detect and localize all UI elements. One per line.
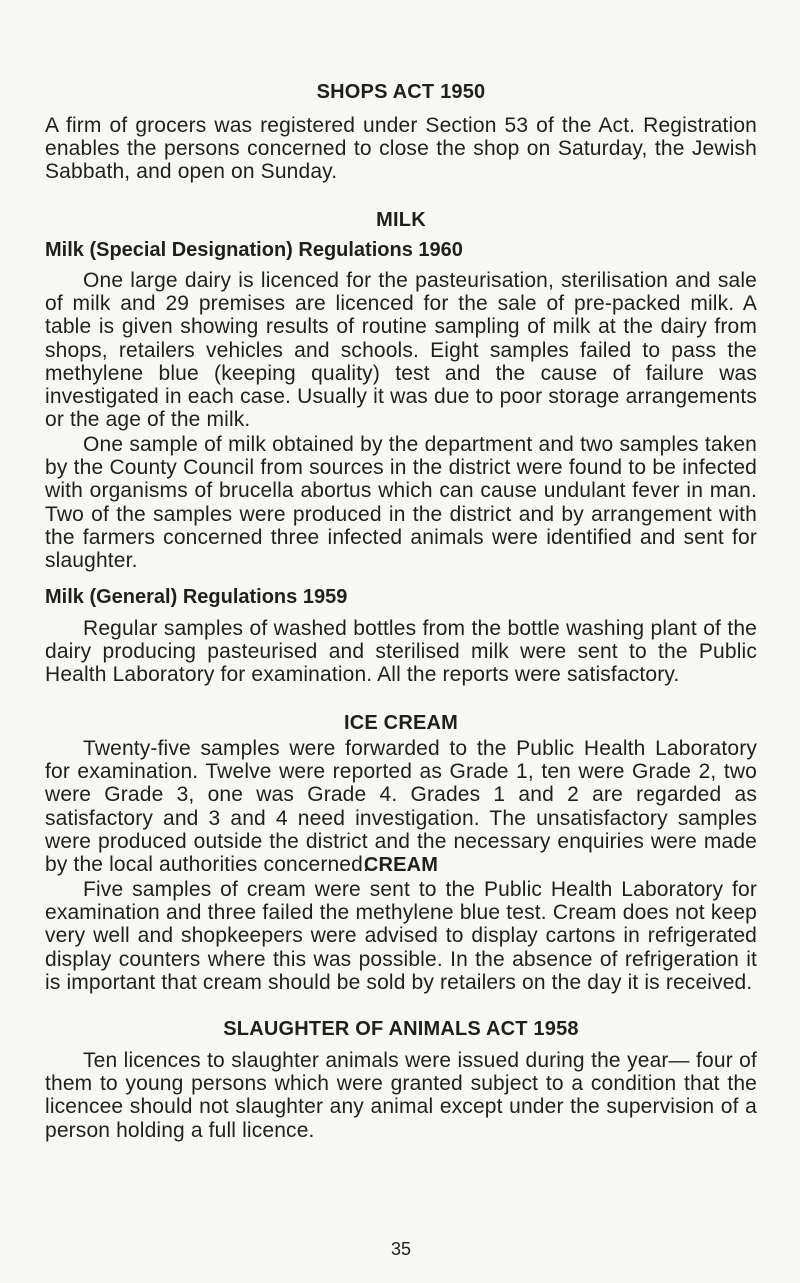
section-heading-slaughter: SLAUGHTER OF ANIMALS ACT 1958 bbox=[223, 1018, 579, 1040]
section-heading-cream: CREAM bbox=[363, 854, 439, 876]
section-heading-ice-cream: ICE CREAM bbox=[343, 712, 459, 734]
paragraph-cream: Five samples of cream were sent to the Public Health Laboratory for examination and three failed the methylene blue test. Cream does not keep very well and shopkeepers were advised to display cartons in refrigerated display counters where this was possible. In the absence of refrigeration it is important that cream should be sold by retailers on the day it is received. bbox=[45, 878, 757, 994]
paragraph-milk-special-1: One large dairy is licenced for the pasteurisation, sterilisation and sale of milk and 29 premises are licenced for the sale of pre-packed milk. A table is given showing results of routine sampling of milk at the dairy from shops, retailers vehicles and schools. Eight samples failed to pass the methylene blue (keeping quality) test and the cause of failure was investigated in each case. Usually it was due to poor storage arrangements or the age of the milk. bbox=[45, 269, 757, 432]
paragraph-shops-act: A firm of grocers was registered under Section 53 of the Act. Registration enables the persons concerned to close the shop on Saturday, the Jewish Sabbath, and open on Sunday. bbox=[45, 114, 757, 184]
section-heading-milk: MILK bbox=[376, 209, 426, 231]
paragraph-milk-special-2: One sample of milk obtained by the department and two samples taken by the County Council from sources in the district were found to be infected with organisms of brucella abortus which can cause undulant fever in man. Two of the samples were produced in the district and by arrangement with the farmers concerned three infected animals were identified and sent for slaughter. bbox=[45, 433, 757, 573]
section-heading-shops-act: SHOPS ACT 1950 bbox=[316, 81, 486, 103]
subheading-milk-special-designation: Milk (Special Designation) Regulations 1960 bbox=[45, 239, 463, 261]
paragraph-slaughter: Ten licences to slaughter animals were issued during the year— four of them to young persons which were granted subject to a condition that the licencee should not slaughter any animal except under the supervision of a person holding a full licence. bbox=[45, 1049, 757, 1142]
page-number: 35 bbox=[390, 1239, 412, 1259]
paragraph-ice-cream: Twenty-five samples were forwarded to the Public Health Laboratory for examination. Twelve were reported as Grade 1, ten were Grade 2, two were Grade 3, one was Grade 4. Grades 1 and 2 are regarded as satisfactory and 3 and 4 need investigation. The unsatisfactory samples were produced outside the district and the necessary enquiries were made by the local authorities concerned. bbox=[45, 737, 757, 877]
subheading-milk-general: Milk (General) Regulations 1959 bbox=[45, 586, 348, 608]
paragraph-milk-general: Regular samples of washed bottles from the bottle washing plant of the dairy producing pasteurised and sterilised milk were sent to the Public Health Laboratory for examination. All the reports were satisfactory. bbox=[45, 617, 757, 687]
